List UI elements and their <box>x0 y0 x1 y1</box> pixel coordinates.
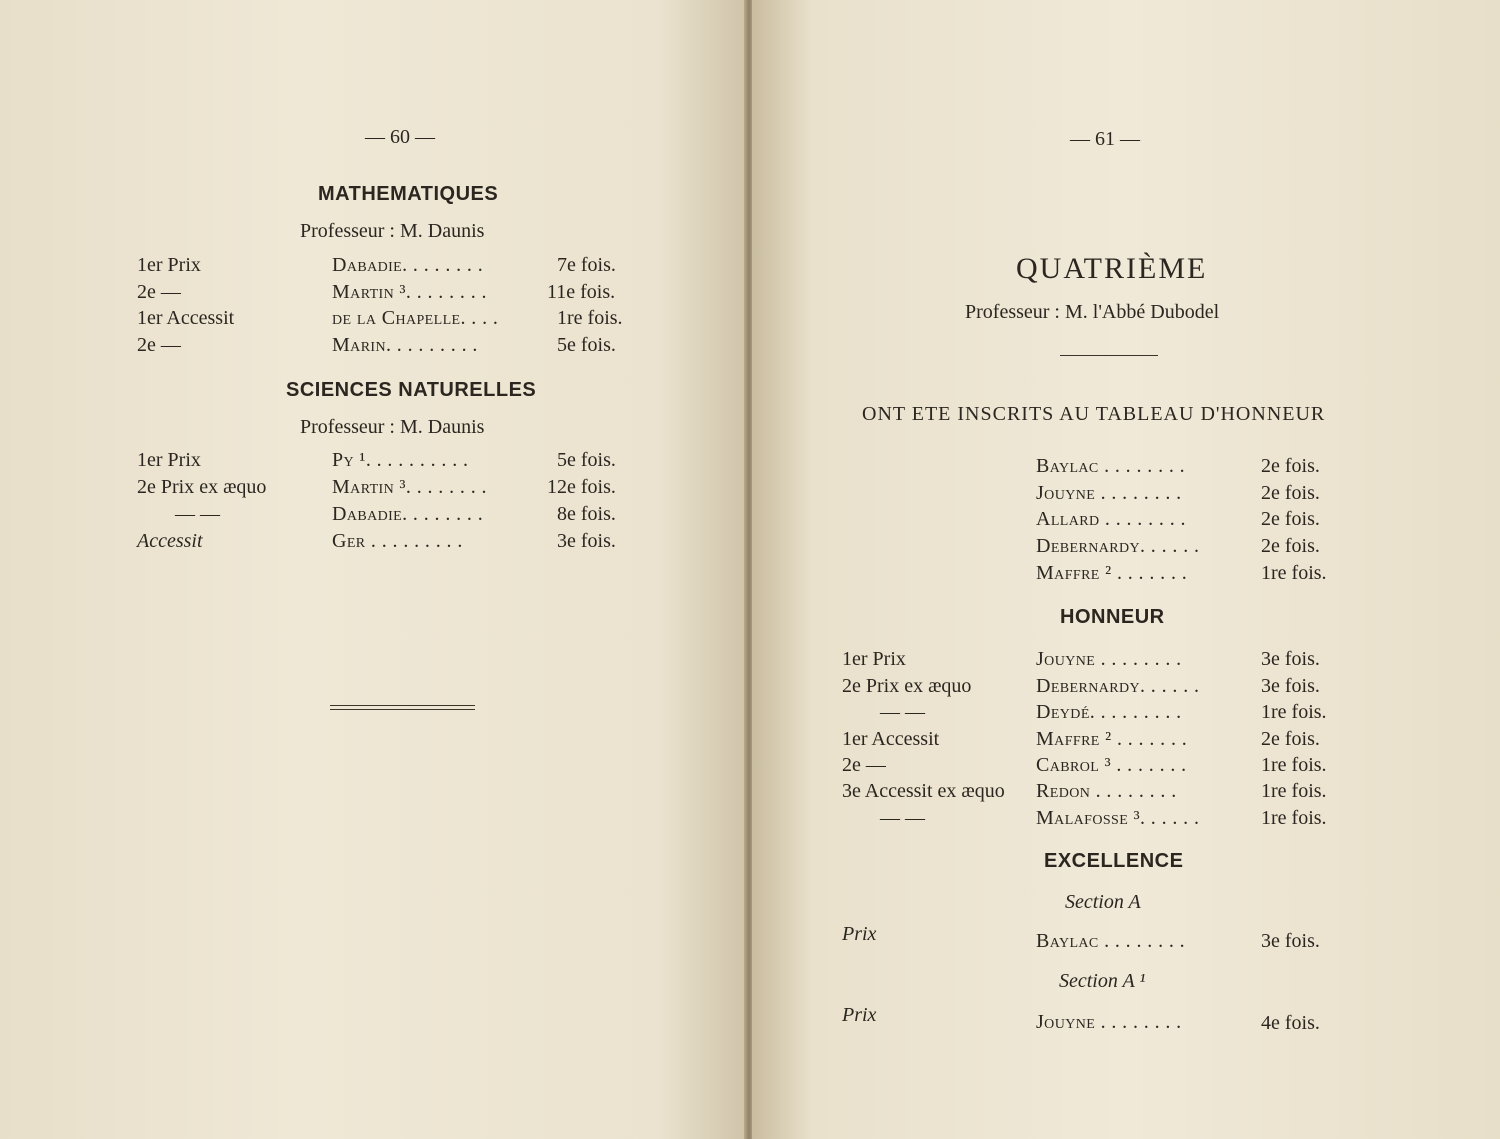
subsection-label: Section A <box>1065 891 1141 913</box>
count-value: 3e fois. <box>1261 648 1320 670</box>
student-name: de la Chapelle. . . . <box>332 307 499 329</box>
list-item <box>842 728 1342 755</box>
list-item <box>842 701 1342 728</box>
award-label: 1er Accessit <box>137 307 235 329</box>
award-label: Accessit <box>137 530 203 552</box>
count-value: 4e fois. <box>1261 1012 1320 1034</box>
count-value: 7e fois. <box>557 254 616 276</box>
count-value: 2e fois. <box>1261 535 1320 557</box>
list-item <box>842 675 1342 702</box>
student-name: Marin. . . . . . . . . <box>332 334 478 356</box>
section-title: EXCELLENCE <box>1044 850 1184 872</box>
student-name: Allard . . . . . . . . <box>1036 508 1186 530</box>
count-value: 12e fois. <box>547 476 616 498</box>
student-name: Dabadie. . . . . . . . <box>332 254 484 276</box>
list-item <box>1036 562 1336 589</box>
student-name: Maffre ² . . . . . . . <box>1036 562 1188 584</box>
award-label: 1er Prix <box>842 648 906 670</box>
list-item <box>1036 508 1336 535</box>
list-item <box>842 923 1342 957</box>
count-value: 3e fois. <box>1261 930 1320 952</box>
subsection-label: Section A ¹ <box>1059 970 1146 992</box>
section-title: SCIENCES NATURELLES <box>286 379 537 401</box>
award-label: 2e Prix ex æquo <box>137 476 267 498</box>
award-label: — — <box>880 807 925 829</box>
list-item <box>137 503 627 530</box>
list-item <box>842 807 1342 834</box>
student-name: Martin ³. . . . . . . . <box>332 281 487 303</box>
left-page <box>0 0 748 1139</box>
award-label: 1er Prix <box>137 449 201 471</box>
student-name: Py ¹. . . . . . . . . . <box>332 449 469 471</box>
section-title: MATHEMATIQUES <box>318 183 499 205</box>
count-value: 3e fois. <box>1261 675 1320 697</box>
divider <box>1060 355 1158 356</box>
list-item <box>842 780 1342 807</box>
count-value: 2e fois. <box>1261 728 1320 750</box>
student-name: Baylac . . . . . . . . <box>1036 455 1186 477</box>
count-value: 1re fois. <box>1261 701 1327 723</box>
count-value: 5e fois. <box>557 449 616 471</box>
student-name: Malafosse ³. . . . . . <box>1036 807 1200 829</box>
award-label: 3e Accessit ex æquo <box>842 780 1005 802</box>
honor-roll-heading: ONT ETE INSCRITS AU TABLEAU D'HONNEUR <box>862 403 1326 425</box>
count-value: 1re fois. <box>1261 807 1327 829</box>
list-item <box>137 307 627 334</box>
list-item <box>137 254 627 281</box>
list-item <box>137 281 627 308</box>
page-title: QUATRIÈME <box>1016 252 1208 285</box>
page-number: — 60 — <box>365 126 435 148</box>
award-label: 1er Prix <box>137 254 201 276</box>
professor-line: Professeur : M. Daunis <box>300 416 485 438</box>
student-name: Deydé. . . . . . . . . <box>1036 701 1182 723</box>
list-item <box>137 449 627 476</box>
award-label: Prix <box>842 923 877 945</box>
list-item <box>842 1004 1342 1038</box>
award-label: 2e — <box>842 754 886 776</box>
student-name: Baylac . . . . . . . . <box>1036 930 1186 952</box>
count-value: 1re fois. <box>1261 562 1327 584</box>
list-item <box>137 530 627 557</box>
student-name: Martin ³. . . . . . . . <box>332 476 487 498</box>
divider <box>330 709 475 710</box>
list-item <box>137 334 627 361</box>
professor-line: Professeur : M. Daunis <box>300 220 485 242</box>
list-item <box>137 476 627 503</box>
student-name: Redon . . . . . . . . <box>1036 780 1177 802</box>
page-number: — 61 — <box>1070 128 1140 150</box>
award-label: 2e Prix ex æquo <box>842 675 972 697</box>
award-label: Prix <box>842 1004 877 1026</box>
list-item <box>1036 455 1336 482</box>
count-value: 3e fois. <box>557 530 616 552</box>
count-value: 8e fois. <box>557 503 616 525</box>
list-item <box>842 754 1342 781</box>
student-name: Cabrol ³ . . . . . . . <box>1036 754 1187 776</box>
count-value: 2e fois. <box>1261 482 1320 504</box>
right-page <box>752 0 1500 1139</box>
divider <box>330 705 475 706</box>
student-name: Maffre ² . . . . . . . <box>1036 728 1188 750</box>
student-name: Dabadie. . . . . . . . <box>332 503 484 525</box>
professor-line: Professeur : M. l'Abbé Dubodel <box>965 301 1220 323</box>
award-label: — — <box>175 503 220 525</box>
count-value: 1re fois. <box>1261 780 1327 802</box>
student-name: Debernardy. . . . . . <box>1036 675 1200 697</box>
list-item <box>1036 535 1336 562</box>
count-value: 2e fois. <box>1261 508 1320 530</box>
count-value: 5e fois. <box>557 334 616 356</box>
count-value: 1re fois. <box>557 307 623 329</box>
student-name: Jouyne . . . . . . . . <box>1036 482 1182 504</box>
student-name: Jouyne . . . . . . . . <box>1036 648 1182 670</box>
count-value: 1re fois. <box>1261 754 1327 776</box>
award-label: 1er Accessit <box>842 728 940 750</box>
list-item <box>842 648 1342 675</box>
student-name: Ger . . . . . . . . . <box>332 530 463 552</box>
award-label: — — <box>880 701 925 723</box>
student-name: Debernardy. . . . . . <box>1036 535 1200 557</box>
award-label: 2e — <box>137 281 181 303</box>
count-value: 11e fois. <box>547 281 616 303</box>
count-value: 2e fois. <box>1261 455 1320 477</box>
list-item <box>1036 482 1336 509</box>
award-label: 2e — <box>137 334 181 356</box>
student-name: Jouyne . . . . . . . . <box>1036 1011 1182 1033</box>
section-title: HONNEUR <box>1060 606 1165 628</box>
